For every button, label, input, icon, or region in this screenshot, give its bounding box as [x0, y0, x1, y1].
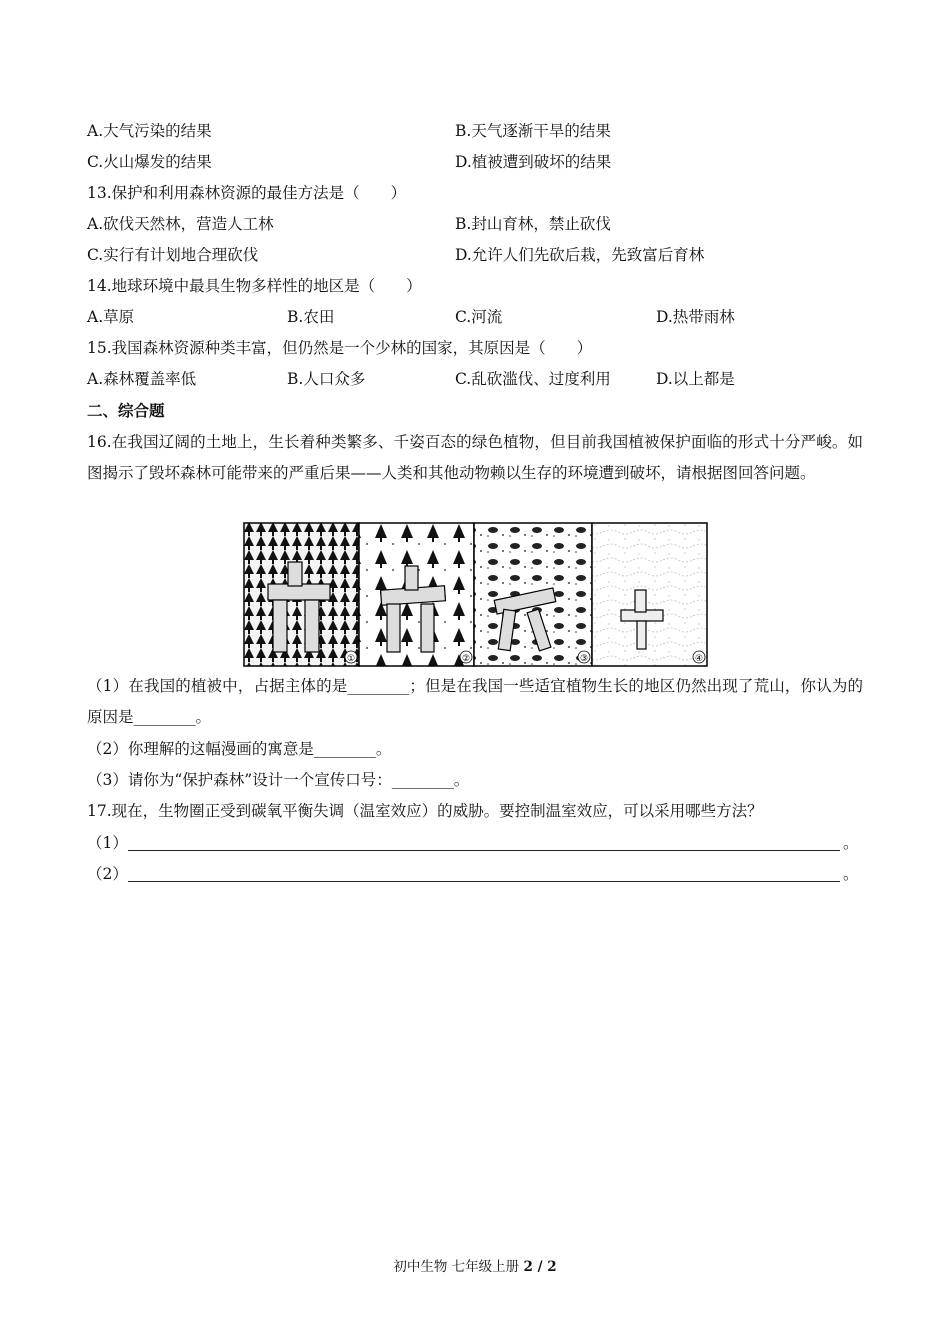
q15-option-b: B.人口众多 — [287, 370, 366, 388]
page-number: 2 / 2 — [523, 1259, 557, 1275]
q14-option-c: C.河流 — [455, 308, 503, 326]
q16-sub1: （1）在我国的植被中，占据主体的是________；但是在我国一些适宜植物生长的地区仍然出现了荒山，你认为的原因是________。 — [87, 677, 863, 726]
panel-label-3: ③ — [579, 654, 589, 664]
q16-sub2: （2）你理解的这幅漫画的寓意是________。 — [87, 740, 392, 758]
q12-option-b: B.天气逐渐干旱的结果 — [455, 122, 611, 140]
q16-sub3: （3）请你为“保护森林”设计一个宣传口号：________。 — [87, 771, 470, 789]
q13-option-b: B.封山育林，禁止砍伐 — [455, 215, 611, 233]
q15-option-a: A.森林覆盖率低 — [87, 370, 197, 388]
q13-option-c: C.实行有计划地合理砍伐 — [87, 246, 259, 264]
q13-option-a: A.砍伐天然林，营造人工林 — [87, 215, 274, 233]
panel-4-desert — [592, 523, 707, 666]
panel-label-2: ② — [461, 654, 471, 664]
q17-stem: 17.现在，生物圈正受到碳氧平衡失调（温室效应）的威胁。要控制温室效应，可以采用哪些方法？ — [87, 802, 763, 820]
q15-option-d: D.以上都是 — [656, 370, 735, 388]
section-title: 二、综合题 — [87, 401, 165, 420]
q17-answer-line-1[interactable] — [128, 850, 840, 851]
q15-option-c: C.乱砍滥伐、过度利用 — [455, 370, 611, 388]
q14-option-d: D.热带雨林 — [656, 308, 735, 326]
q14-stem: 14.地球环境中最具生物多样性的地区是（ ） — [87, 277, 422, 295]
q16-stem: 16.在我国辽阔的土地上，生长着种类繁多、千姿百态的绿色植物，但目前我国植被保护面临的形式十分严峻。如图揭示了毁坏森林可能带来的严重后果——人类和其他动物赖以生存的环境遭到破坏，请根据图回答问题。 — [87, 433, 863, 482]
panel-2-sparse-forest — [359, 523, 474, 666]
q17-blank1-label: （1） — [87, 834, 128, 852]
footer-text: 初中生物 七年级上册 — [393, 1259, 524, 1275]
q14-option-a: A.草原 — [87, 308, 135, 326]
q17-blank2-label: （2） — [87, 865, 128, 883]
q15-stem: 15.我国森林资源种类丰富，但仍然是一个少林的国家，其原因是（ ） — [87, 339, 593, 357]
q17-blank2-period: 。 — [843, 865, 859, 883]
q12-option-a: A.大气污染的结果 — [87, 122, 212, 140]
q13-stem: 13.保护和利用森林资源的最佳方法是（ ） — [87, 184, 407, 202]
forest-degradation-figure — [243, 522, 708, 667]
panel-3-stumps — [474, 523, 592, 666]
q17-blank1-period: 。 — [843, 834, 859, 852]
q14-option-b: B.农田 — [287, 308, 335, 326]
panel-label-4: ④ — [694, 654, 704, 664]
page-footer — [0, 1258, 950, 1276]
q17-answer-line-2[interactable] — [128, 881, 840, 882]
q13-option-d: D.允许人们先砍后栽，先致富后育林 — [455, 246, 705, 264]
panel-label-1: ① — [346, 654, 356, 664]
q12-option-d: D.植被遭到破坏的结果 — [455, 153, 612, 171]
q12-option-c: C.火山爆发的结果 — [87, 153, 212, 171]
panel-1-dense-forest — [244, 523, 359, 666]
